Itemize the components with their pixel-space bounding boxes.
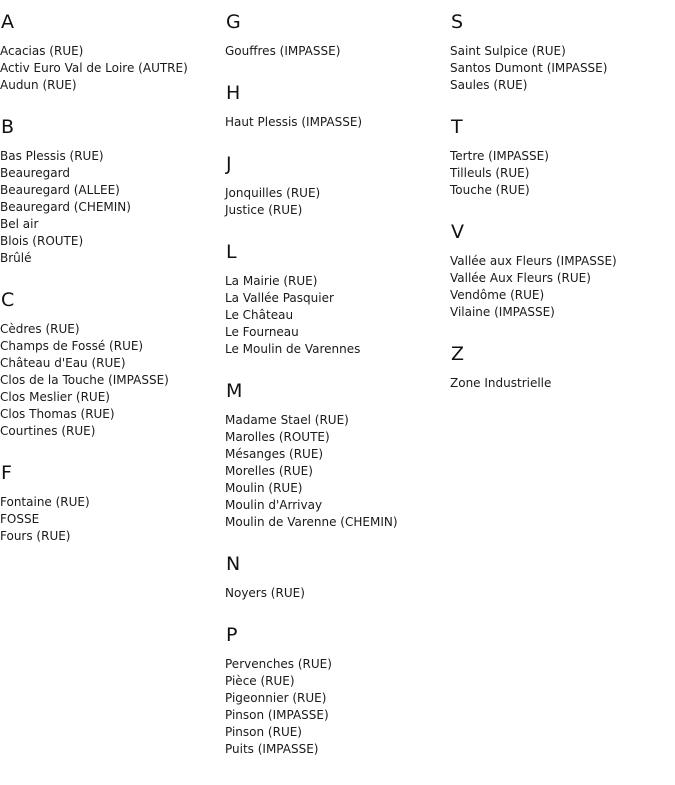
street-link[interactable]: Haut Plessis (IMPASSE) (225, 115, 363, 129)
street-link[interactable]: Vallée Aux Fleurs (RUE) (450, 271, 591, 285)
street-link[interactable]: Vendôme (RUE) (450, 288, 545, 302)
street-list (0, 494, 220, 545)
street-list (225, 656, 445, 758)
street-link[interactable]: Touche (RUE) (450, 183, 530, 197)
index-column (0, 10, 220, 566)
letter-heading: P (226, 624, 238, 646)
letter-group-v (450, 220, 670, 321)
street-list (225, 585, 445, 602)
street-link[interactable]: Fontaine (RUE) (0, 495, 90, 509)
street-list (225, 114, 445, 131)
street-link[interactable]: FOSSE (0, 512, 40, 526)
street-link[interactable]: Moulin d'Arrivay (225, 498, 323, 512)
letter-group-m (225, 379, 445, 531)
street-list (225, 412, 445, 531)
letter-group-c (0, 288, 220, 440)
index-column (225, 10, 445, 779)
street-list (450, 253, 670, 321)
letter-group-n (225, 552, 445, 602)
street-link[interactable]: Le Moulin de Varennes (225, 342, 361, 356)
street-link[interactable]: Courtines (RUE) (0, 424, 96, 438)
street-link[interactable]: Pervenches (RUE) (225, 657, 332, 671)
street-list (0, 148, 220, 267)
street-link[interactable]: Le Fourneau (225, 325, 299, 339)
street-link[interactable]: La Vallée Pasquier (225, 291, 334, 305)
street-list (450, 43, 670, 94)
street-link[interactable]: Jonquilles (RUE) (225, 186, 321, 200)
letter-heading: Z (451, 343, 465, 365)
street-link[interactable]: Pigeonnier (RUE) (225, 691, 327, 705)
letter-heading: N (226, 553, 241, 575)
letter-heading: C (1, 289, 15, 311)
street-link[interactable]: Activ Euro Val de Loire (AUTRE) (0, 61, 188, 75)
letter-heading: S (451, 11, 464, 33)
letter-heading: J (226, 153, 232, 175)
street-link[interactable]: Tilleuls (RUE) (450, 166, 530, 180)
letter-group-h (225, 81, 445, 131)
street-link[interactable]: Bel air (0, 217, 39, 231)
street-link[interactable]: Saules (RUE) (450, 78, 528, 92)
street-link[interactable]: Noyers (RUE) (225, 586, 305, 600)
street-link[interactable]: Clos Meslier (RUE) (0, 390, 110, 404)
letter-group-s (450, 10, 670, 94)
street-link[interactable]: Tertre (IMPASSE) (450, 149, 549, 163)
street-link[interactable]: Acacias (RUE) (0, 44, 84, 58)
street-link[interactable]: Clos Thomas (RUE) (0, 407, 115, 421)
letter-heading: A (1, 11, 14, 33)
street-link[interactable]: Vilaine (IMPASSE) (450, 305, 555, 319)
street-link[interactable]: Morelles (RUE) (225, 464, 313, 478)
street-list (450, 148, 670, 199)
street-link[interactable]: Blois (ROUTE) (0, 234, 84, 248)
letter-heading: V (451, 221, 464, 243)
street-link[interactable]: Beauregard (CHEMIN) (0, 200, 131, 214)
street-link[interactable]: Madame Stael (RUE) (225, 413, 349, 427)
street-link[interactable]: Le Château (225, 308, 294, 322)
street-list (0, 321, 220, 440)
street-list (225, 43, 445, 60)
letter-heading: G (226, 11, 241, 33)
letter-group-z (450, 342, 670, 392)
street-link[interactable]: Vallée aux Fleurs (IMPASSE) (450, 254, 617, 268)
letter-group-t (450, 115, 670, 199)
street-link[interactable]: Moulin (RUE) (225, 481, 303, 495)
street-link[interactable]: Château d'Eau (RUE) (0, 356, 126, 370)
letter-heading: F (1, 462, 12, 484)
street-link[interactable]: Pinson (RUE) (225, 725, 302, 739)
street-link[interactable]: Zone Industrielle (450, 376, 552, 390)
letter-group-p (225, 623, 445, 758)
letter-heading: M (226, 380, 243, 402)
letter-heading: H (226, 82, 241, 104)
street-link[interactable]: Champs de Fossé (RUE) (0, 339, 144, 353)
street-link[interactable]: Pinson (IMPASSE) (225, 708, 329, 722)
street-list (450, 375, 670, 392)
street-list (225, 185, 445, 219)
street-link[interactable]: Bas Plessis (RUE) (0, 149, 104, 163)
letter-group-a (0, 10, 220, 94)
street-list (0, 43, 220, 94)
street-link[interactable]: Saint Sulpice (RUE) (450, 44, 566, 58)
street-link[interactable]: Cèdres (RUE) (0, 322, 80, 336)
letter-heading: L (226, 241, 237, 263)
street-link[interactable]: Clos de la Touche (IMPASSE) (0, 373, 169, 387)
street-link[interactable]: Moulin de Varenne (CHEMIN) (225, 515, 398, 529)
street-link[interactable]: Mésanges (RUE) (225, 447, 324, 461)
street-link[interactable]: Justice (RUE) (225, 203, 303, 217)
letter-group-f (0, 461, 220, 545)
letter-group-b (0, 115, 220, 267)
street-link[interactable]: Gouffres (IMPASSE) (225, 44, 341, 58)
index-column (450, 10, 670, 413)
street-link[interactable]: La Mairie (RUE) (225, 274, 318, 288)
letter-group-j (225, 152, 445, 219)
letter-heading: B (1, 116, 15, 138)
street-link[interactable]: Beauregard (0, 166, 70, 180)
street-link[interactable]: Brûlé (0, 251, 32, 265)
letter-group-g (225, 10, 445, 60)
letter-heading: T (451, 116, 463, 138)
street-link[interactable]: Fours (RUE) (0, 529, 71, 543)
street-list (225, 273, 445, 358)
street-link[interactable]: Pièce (RUE) (225, 674, 295, 688)
street-link[interactable]: Puits (IMPASSE) (225, 742, 319, 756)
letter-group-l (225, 240, 445, 358)
street-link[interactable]: Santos Dumont (IMPASSE) (450, 61, 608, 75)
street-link[interactable]: Marolles (ROUTE) (225, 430, 330, 444)
street-link[interactable]: Beauregard (ALLEE) (0, 183, 120, 197)
street-link[interactable]: Audun (RUE) (0, 78, 77, 92)
